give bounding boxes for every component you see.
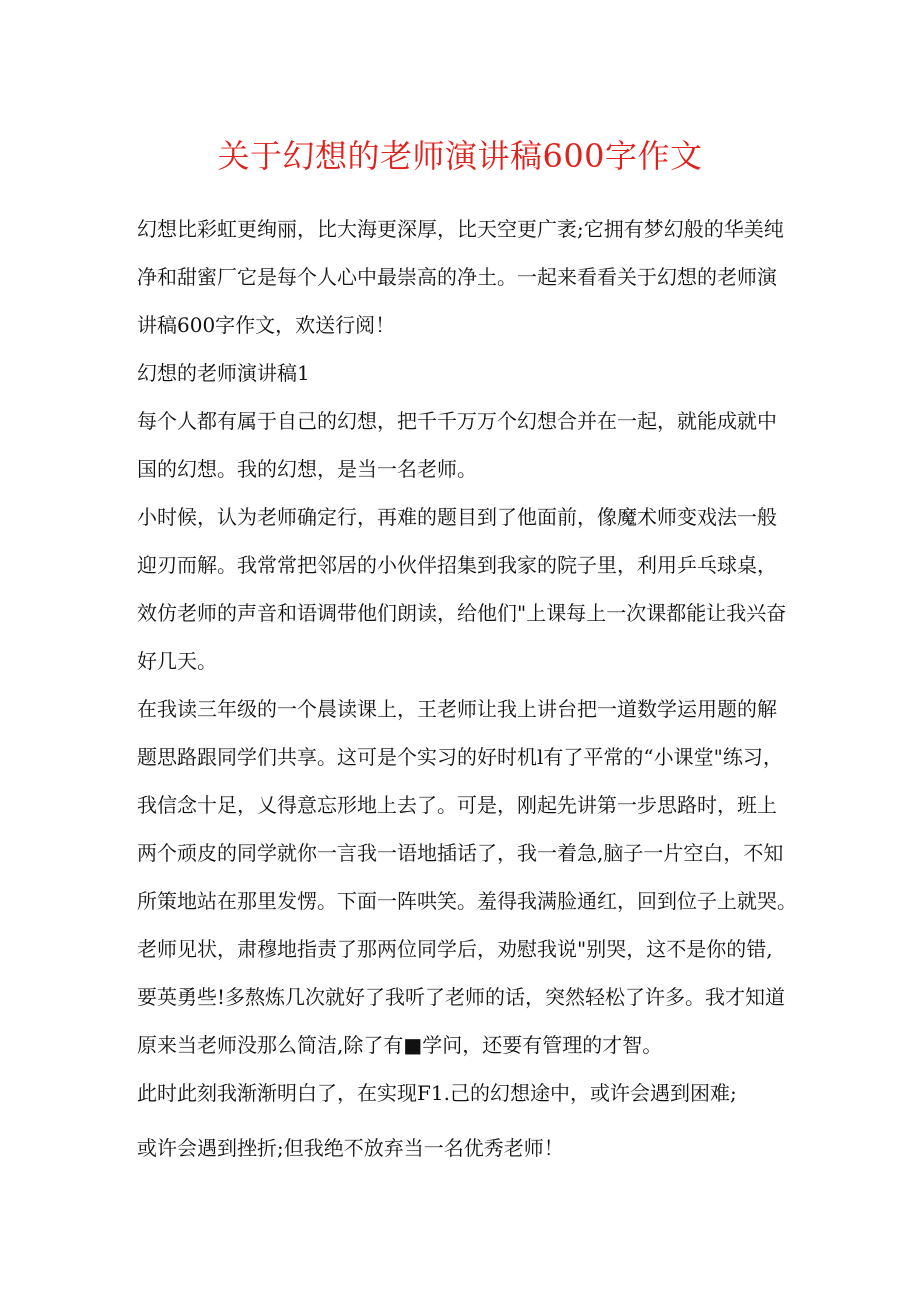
paragraph-line: 两个顽皮的同学就你一言我一语地插话了，我一着急,脑子一片空白，不知 — [137, 841, 784, 865]
paragraph-line: 原来当老师没那么简洁,除了有■学问，还要有管理的才智。 — [137, 1033, 663, 1057]
paragraph-line: 幻想比彩虹更绚丽，比大海更深厚，比天空更广袤;它拥有梦幻般的华美纯 — [137, 217, 784, 241]
paragraph-line: 国的幻想。我的幻想，是当一名老师。 — [137, 457, 477, 481]
paragraph-line: 效仿老师的声音和语调带他们朗读，给他们"上课每上一次课都能让我兴奋 — [137, 601, 787, 625]
paragraph-line: 小时候，认为老师确定行，再难的题目到了他面前，像魔术师变戏法一般 — [137, 505, 777, 529]
document-body — [137, 205, 797, 1172]
paragraph-line: 净和甜蜜厂它是每个人心中最崇高的净土。一起来看看关于幻想的老师演 — [137, 265, 777, 289]
paragraph-line: 或许会遇到挫折;但我绝不放弃当一名优秀老师！ — [137, 1136, 564, 1160]
paragraph-line: 要英勇些!多熬炼几次就好了我听了老师的话，突然轻松了许多。我才知道 — [137, 985, 786, 1009]
paragraph-line: 题思路跟同学们共享。这可是个实习的好时机l有了平常的“小课堂"练习， — [137, 745, 783, 769]
paragraph-line: 老师见状，肃穆地指责了那两位同学后，劝慰我说"别哭，这不是你的错, — [137, 937, 773, 961]
paragraph-line: 好几天。 — [137, 649, 217, 673]
paragraph-line: 每个人都有属于自己的幻想，把千千万万个幻想合并在一起，就能成就中 — [137, 409, 777, 433]
section-heading: 幻想的老师演讲稿1 — [137, 361, 310, 385]
paragraph-line: 此时此刻我渐渐明白了，在实现F1.己的幻想途中，或许会遇到困难; — [137, 1081, 737, 1105]
document-title: 关于幻想的老师演讲稿600字作文 — [217, 137, 703, 175]
paragraph-line: 迎刃而解。我常常把邻居的小伙伴招集到我家的院子里，利用乒乓球桌， — [137, 553, 777, 577]
paragraph-line: 在我读三年级的一个晨读课上，王老师让我上讲台把一道数学运用题的解 — [137, 697, 777, 721]
paragraph-line: 我信念十足，乂得意忘形地上去了。可是，刚起先讲第一步思路时，班上 — [137, 793, 777, 817]
paragraph-line: 讲稿600字作文，欢送行阅！ — [137, 313, 396, 337]
paragraph-line: 所策地站在那里发愣。下面一阵哄笑。羞得我满脸通红，回到位子上就哭。 — [137, 889, 797, 913]
